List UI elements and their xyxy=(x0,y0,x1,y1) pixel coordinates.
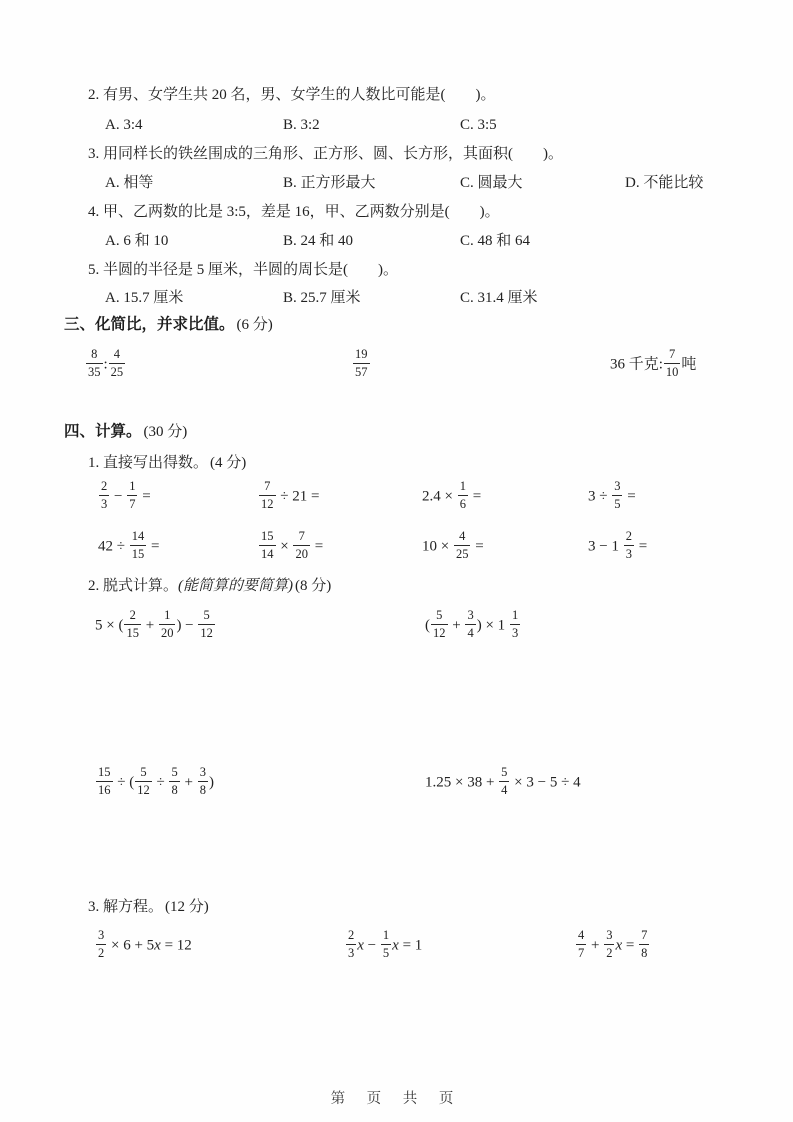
section-three-points: (6 分) xyxy=(236,317,273,333)
question-3-text: 3. 用同样长的铁丝围成的三角形、正方形、圆、长方形，其面积( )。 xyxy=(88,146,563,162)
direct-calc-heading xyxy=(88,453,246,473)
direct-calc-points: (4 分) xyxy=(210,455,247,471)
direct-calc-expr-3: 2.4 × $\frac{1}{6}$ = xyxy=(422,479,482,511)
question-2-option-c: C. 3:5 xyxy=(460,117,497,133)
direct-calc-expr-5: 42 ÷ $\frac{14}{15}$ = xyxy=(98,529,160,561)
section-three-title: 三、化简比，并求比值。 xyxy=(64,316,235,333)
stepwise-expr-2: ( $\frac{5}{12}$ + $\frac{3}{4}$ ) × 1 $\frac{1}{3}$ xyxy=(425,608,519,640)
page-footer: 第 页 共 页 xyxy=(330,1091,463,1107)
question-5-text: 5. 半圆的半径是 5 厘米，半圆的周长是( )。 xyxy=(88,262,398,278)
section-four-heading xyxy=(64,422,187,442)
question-3-option-a: A. 相等 xyxy=(105,175,154,191)
simplify-ratio-item-3: 36 千克: $\frac{7}{10}$ 吨 xyxy=(610,347,697,379)
section-four-title: 四、计算。 xyxy=(64,423,142,440)
equation-2: $\frac{2}{3}$ x − $\frac{1}{5}$ x = 1 xyxy=(348,928,423,960)
question-2-option-a: A. 3:4 xyxy=(105,117,143,133)
solve-equations-heading xyxy=(88,897,209,917)
question-5-option-a: A. 15.7 厘米 xyxy=(105,290,184,306)
stepwise-expr-4: 1.25 × 38 + $\frac{5}{4}$ × 3 − 5 ÷ 4 xyxy=(425,765,581,797)
direct-calc-expr-1: $\frac{2}{3}$ − $\frac{1}{7}$ = xyxy=(101,479,151,511)
direct-calc-expr-8: 3 − 1 $\frac{2}{3}$ = xyxy=(588,529,648,561)
section-three-heading xyxy=(64,315,273,335)
stepwise-calc-heading xyxy=(88,576,331,596)
simplify-ratio-item-2: $\frac{19}{57}$ xyxy=(355,347,368,379)
direct-calc-expr-7: 10 × $\frac{4}{25}$ = xyxy=(422,529,484,561)
question-3-option-c: C. 圆最大 xyxy=(460,175,523,191)
question-4-option-b: B. 24 和 40 xyxy=(283,233,354,249)
stepwise-calc-title: 2. 脱式计算。 xyxy=(88,578,179,594)
stepwise-expr-1: 5 × ( $\frac{2}{15}$ + $\frac{1}{20}$ ) − $\frac{5}{12}$ xyxy=(95,608,213,640)
question-5-option-b: B. 25.7 厘米 xyxy=(283,290,361,306)
question-5-option-c: C. 31.4 厘米 xyxy=(460,290,538,306)
question-3-option-b: B. 正方形最大 xyxy=(283,175,376,191)
direct-calc-expr-6: $\frac{15}{14}$ × $\frac{7}{20}$ = xyxy=(261,529,324,561)
equation-3: $\frac{4}{7}$ + $\frac{3}{2}$ x = $\frac{7}{8}$ xyxy=(578,928,648,960)
solve-equations-title: 3. 解方程。 xyxy=(88,899,164,915)
question-2-text: 2. 有男、女学生共 20 名，男、女学生的人数比可能是( )。 xyxy=(88,87,496,103)
direct-calc-expr-2: $\frac{7}{12}$ ÷ 21 = xyxy=(261,479,320,511)
question-4-option-c: C. 48 和 64 xyxy=(460,233,531,249)
stepwise-calc-points: (8 分) xyxy=(295,578,332,594)
question-4-option-a: A. 6 和 10 xyxy=(105,233,169,249)
equation-1: $\frac{3}{2}$ × 6 + 5x = 12 xyxy=(98,928,192,960)
stepwise-expr-3: $\frac{15}{16}$ ÷ ( $\frac{5}{12}$ ÷ $\frac{5}{8}$ + $\frac{3}{8}$ ) xyxy=(98,765,214,797)
direct-calc-title: 1. 直接写出得数。 xyxy=(88,455,209,471)
stepwise-calc-note: (能简算的要简算) xyxy=(178,578,294,594)
direct-calc-expr-4: 3 ÷ $\frac{3}{5}$ = xyxy=(588,479,636,511)
question-2-option-b: B. 3:2 xyxy=(283,117,320,133)
solve-equations-points: (12 分) xyxy=(165,899,209,915)
question-3-option-d: D. 不能比较 xyxy=(625,175,704,191)
section-four-points: (30 分) xyxy=(143,424,188,440)
question-4-text: 4. 甲、乙两数的比是 3:5，差是 16，甲、乙两数分别是( )。 xyxy=(88,204,500,220)
simplify-ratio-item-1: $\frac{8}{35}$ : $\frac{4}{25}$ xyxy=(88,347,124,379)
